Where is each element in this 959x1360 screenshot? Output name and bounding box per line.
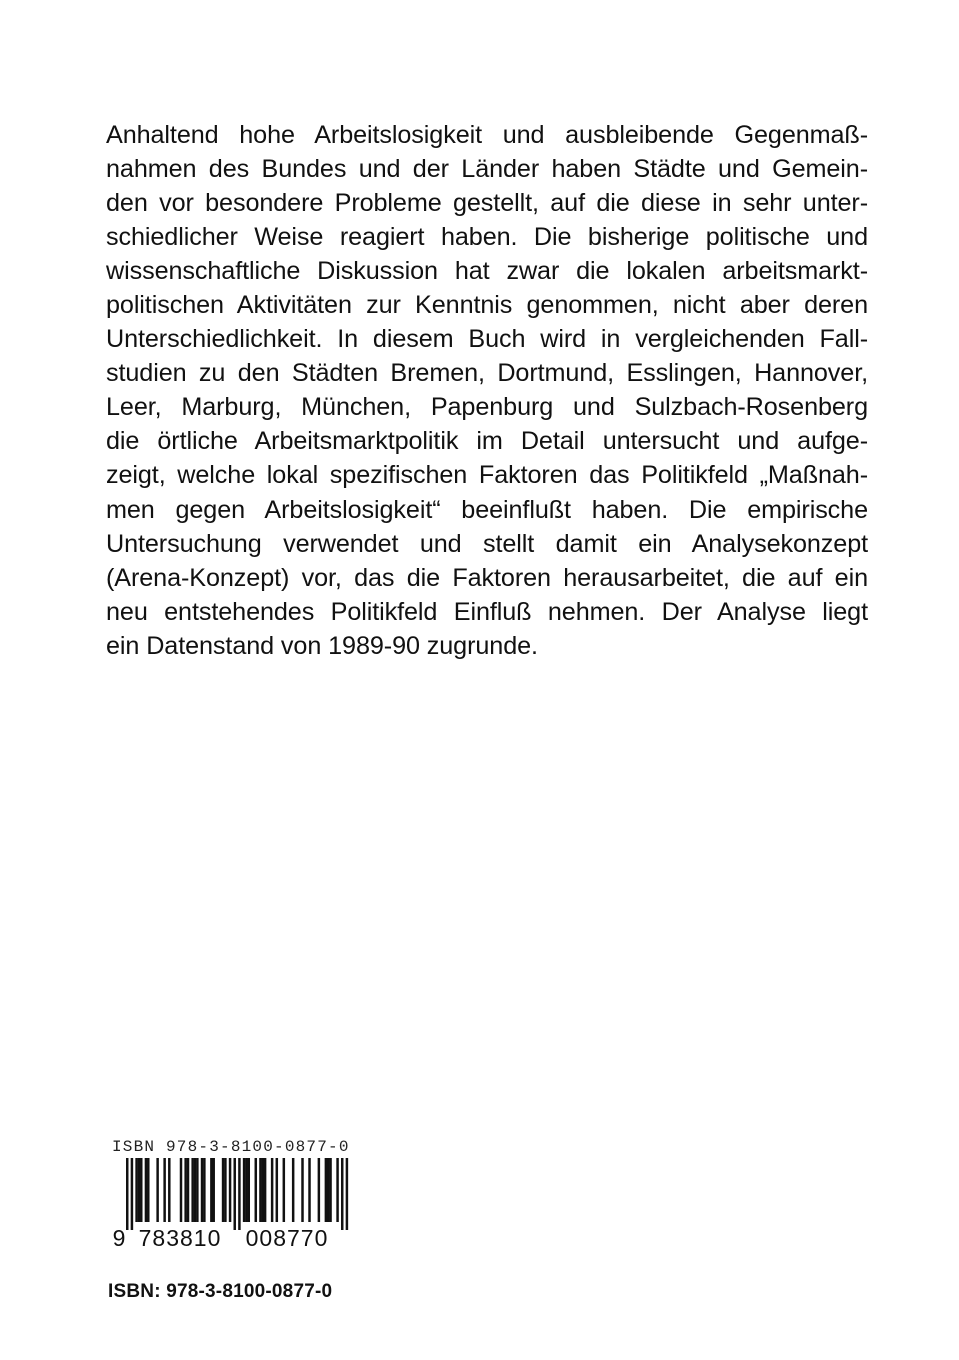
barcode-bar — [194, 1158, 196, 1222]
barcode-bar — [255, 1158, 257, 1222]
barcode-bar — [243, 1158, 245, 1222]
blurb-line: Leer, Marburg, München, Papenburg und Sulzbach-Rosenberg — [106, 393, 868, 422]
blurb-line: nahmen des Bundes und der Länder haben Städte und Gemein- — [106, 155, 868, 184]
barcode-right-group: 008770 — [245, 1225, 329, 1250]
blurb-line: (Arena-Konzept) vor, das die Faktoren herausarbeitet, die auf ein — [106, 563, 868, 592]
blurb-line: Untersuchung verwendet und stellt damit ein Analysekonzept — [106, 529, 868, 558]
barcode-bar — [308, 1158, 310, 1222]
barcode-bar — [222, 1158, 224, 1222]
blurb-line: die örtliche Arbeitsmarktpolitik im Detail untersucht und aufge- — [106, 427, 868, 456]
barcode-bar — [329, 1158, 331, 1222]
barcode-bar — [301, 1158, 303, 1222]
isbn-label: ISBN: 978-3-8100-0877-0 — [108, 1281, 333, 1302]
barcode-bar — [168, 1158, 170, 1222]
barcode-bar — [229, 1158, 231, 1222]
blurb-line: Anhaltend hohe Arbeitslosigkeit und ausbleibende Gegenmaß- — [106, 121, 868, 149]
barcode-first-digit: 9 — [112, 1225, 126, 1250]
barcode-left-group: 783810 — [138, 1225, 222, 1250]
blurb-line: zeigt, welche lokal spezifischen Faktoren das Politikfeld „Maßnah- — [106, 461, 868, 490]
blurb-line: neu entstehendes Politikfeld Einfluß nehmen. Der Analyse liegt — [106, 597, 868, 626]
barcode-bar — [318, 1158, 320, 1222]
barcode-bar — [140, 1158, 142, 1222]
barcode-bar — [163, 1158, 165, 1222]
barcode-digits — [112, 1220, 357, 1250]
barcode-bar — [283, 1158, 285, 1222]
barcode-bar — [262, 1158, 264, 1222]
barcode-bar — [191, 1158, 193, 1222]
barcode-bar — [245, 1158, 247, 1222]
barcode-bar — [210, 1158, 212, 1222]
barcode-bar — [212, 1158, 214, 1222]
barcode-bar — [327, 1158, 329, 1222]
barcode-bar — [138, 1158, 140, 1222]
barcode-bar — [201, 1158, 203, 1222]
barcode-isbn-caption: ISBN 978-3-8100-0877-0 — [112, 1138, 350, 1156]
barcode-bar — [248, 1158, 250, 1222]
blurb-line: schiedlicher Weise reagiert haben. Die bisherige politische und — [106, 223, 868, 252]
barcode-bar — [156, 1158, 158, 1222]
blurb-line: men gegen Arbeitslosigkeit“ beeinflußt haben. Die empirische — [106, 495, 868, 524]
barcode-bar — [196, 1158, 198, 1222]
barcode-bar — [187, 1158, 189, 1222]
barcode-bar — [180, 1158, 182, 1222]
back-cover-blurb — [106, 118, 868, 663]
barcode-bar — [259, 1158, 261, 1222]
blurb-line: wissenschaftliche Diskussion hat zwar die lokalen arbeitsmarkt- — [106, 257, 868, 286]
barcode-bar — [135, 1158, 137, 1222]
barcode-bar — [203, 1158, 205, 1222]
barcode-bar — [276, 1158, 278, 1222]
barcode-bar — [271, 1158, 273, 1222]
blurb-line: ein Datenstand von 1989-90 zugrunde. — [106, 631, 538, 660]
barcode-bar — [224, 1158, 226, 1222]
blurb-line: studien zu den Städten Bremen, Dortmund, Esslingen, Hannover, — [106, 359, 868, 388]
barcode-bar — [264, 1158, 266, 1222]
barcode-bar — [145, 1158, 147, 1222]
blurb-line: Unterschiedlichkeit. In diesem Buch wird in vergleichenden Fall- — [106, 325, 868, 354]
barcode-bar — [147, 1158, 149, 1222]
blurb-line: politischen Aktivitäten zur Kenntnis genommen, nicht aber deren — [106, 291, 868, 320]
blurb-line: den vor besondere Probleme gestellt, auf die diese in sehr unter- — [106, 189, 868, 218]
barcode-bar — [325, 1158, 327, 1222]
barcode-bar — [292, 1158, 294, 1222]
barcode-bar — [184, 1158, 186, 1222]
barcode-bar — [336, 1158, 338, 1222]
